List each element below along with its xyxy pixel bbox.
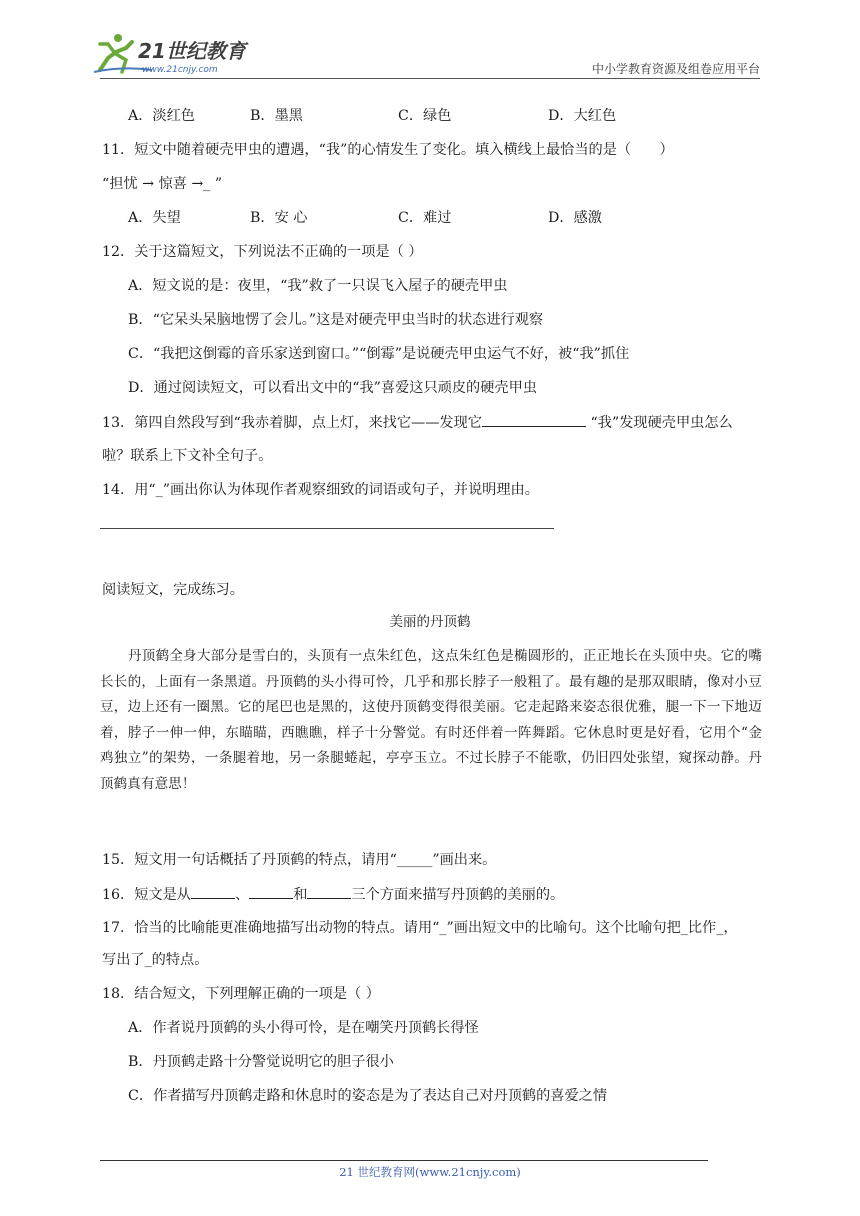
header-divider [100, 78, 760, 79]
q15-stem: 15．短文用一句话概括了丹顶鹤的特点，请用“_____”画出来。 [102, 852, 497, 868]
q10-option-b: B．墨黑 [250, 108, 303, 124]
header-platform-name: 中小学教育资源及组卷应用平台 [591, 62, 760, 76]
q10-option-d: D．大红色 [548, 108, 617, 124]
q12-stem: 12．关于这篇短文，下列说法不正确的一项是（ ） [102, 244, 423, 260]
svg-text:21世纪教育: 21世纪教育 [138, 39, 246, 63]
q16-blank-3[interactable] [307, 884, 351, 899]
q16-blank-2[interactable] [249, 884, 293, 899]
reading-intro: 阅读短文，完成练习。 [102, 582, 244, 598]
q13-text-b: “我”发现硬壳甲虫怎么 [590, 415, 733, 431]
q11-chain: “担忧 → 惊喜 →_ ” [102, 176, 223, 192]
passage-title: 美丽的丹顶鹤 [389, 614, 471, 630]
logo-graphic [92, 30, 262, 80]
q17-line-2: 写出了_的特点。 [102, 952, 209, 968]
q13-text-a: 13．第四自然段写到“我赤着脚，点上灯，来找它——发现它 [102, 415, 482, 431]
q18-option-b: B．丹顶鹤走路十分警觉说明它的胆子很小 [128, 1054, 394, 1070]
q11-option-c: C．难过 [398, 210, 452, 226]
q13-line-1 [102, 412, 733, 433]
q18-stem: 18．结合短文，下列理解正确的一项是（ ） [102, 986, 380, 1002]
q14-stem: 14．用“_”画出你认为体现作者观察细致的词语或句子，并说明理由。 [102, 482, 539, 498]
q11-option-d: D．感激 [548, 210, 602, 226]
q11-option-b: B．安 心 [250, 210, 308, 226]
page-header [0, 0, 860, 80]
q13-line-2: 啦？联系上下文补全句子。 [102, 448, 273, 464]
brand-logo [92, 30, 262, 80]
q16-stem [102, 884, 564, 905]
passage-body: 丹顶鹤全身大部分是雪白的，头顶有一点朱红色，这点朱红色是椭圆形的，正正地长在头顶中央。它的嘴长长的，上面有一条黑道。丹顶鹤的头小得可怜，几乎和那长脖子一般粗了。最有趣的是那双眼睛，像对小豆豆，边上还有一圈黑。它的尾巴也是黑的，这使丹顶鹤变得很美丽。它走起路来姿态很优雅，腿一下一下地迈着，脖子一伸一伸，东瞄瞄，西瞧瞧，样子十分警觉。有时还伴着一阵舞蹈。它休息时更是好看，它用个“金鸡独立”的架势，一条腿着地，另一条腿蜷起，亭亭玉立。不过长脖子不能歌，仍旧四处张望，窥探动静。丹顶鹤真有意思！ [100, 648, 762, 792]
q16-sep-2: 和 [293, 887, 308, 903]
q12-option-d: D．通过阅读短文，可以看出文中的“我”喜爱这只顽皮的硬壳甲虫 [128, 380, 537, 396]
q16-text-a: 16．短文是从 [102, 887, 191, 903]
q18-option-a: A．作者说丹顶鹤的头小得可怜，是在嘲笑丹顶鹤长得怪 [128, 1020, 479, 1036]
q11-stem: 11．短文中随着硬壳甲虫的遭遇，“我”的心情发生了变化。填入横线上最恰当的是（ ） [102, 142, 674, 158]
q12-option-a: A．短文说的是：夜里，“我”救了一只误飞入屋子的硬壳甲虫 [128, 278, 508, 294]
q14-answer-line[interactable] [100, 528, 554, 529]
q12-option-c: C．“我把这倒霉的音乐家送到窗口。”“倒霉”是说硬壳甲虫运气不好，被“我”抓住 [128, 346, 630, 362]
q10-option-c: C．绿色 [398, 108, 452, 124]
q13-blank[interactable] [482, 412, 586, 427]
q17-line-1: 17．恰当的比喻能更准确地描写出动物的特点。请用“_”画出短文中的比喻句。这个比喻句把_比作_， [102, 920, 738, 936]
q16-blank-1[interactable] [191, 884, 235, 899]
svg-text:www.21cnjy.com: www.21cnjy.com [142, 65, 218, 75]
footer-text[interactable]: 21 世纪教育网(www.21cnjy.com) [339, 1165, 521, 1179]
q16-text-b: 三个方面来描写丹顶鹤的美丽的。 [351, 887, 565, 903]
footer-divider [100, 1160, 708, 1161]
q16-sep-1: 、 [235, 887, 250, 903]
q12-option-b: B．“它呆头呆脑地愣了会儿。”这是对硬壳甲虫当时的状态进行观察 [128, 312, 544, 328]
q11-option-a: A．失望 [128, 210, 181, 226]
q18-option-c: C．作者描写丹顶鹤走路和休息时的姿态是为了表达自己对丹顶鹤的喜爱之情 [128, 1088, 608, 1104]
q10-option-a: A．淡红色 [128, 108, 195, 124]
